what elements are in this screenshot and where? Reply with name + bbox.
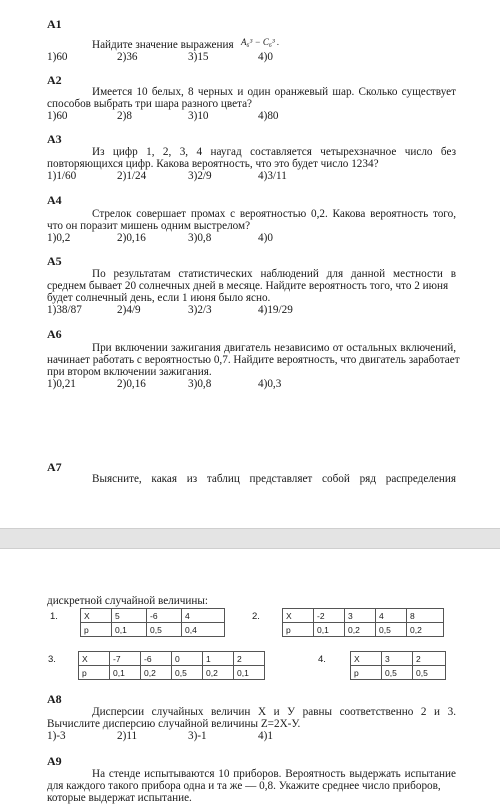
table-cell: 0,1 bbox=[112, 623, 147, 637]
option-4: 4)3/11 bbox=[258, 170, 287, 182]
table-cell: 0,5 bbox=[172, 666, 203, 680]
table-number: 4. bbox=[318, 654, 326, 665]
option-2: 2)0,16 bbox=[117, 232, 146, 244]
option-4: 4)1 bbox=[258, 730, 273, 742]
question-text-a9-line1: На стенде испытываются 10 приборов. Вероятность выдержать испытание bbox=[92, 768, 456, 780]
option-4: 4)0,3 bbox=[258, 378, 282, 390]
table-cell: 0,5 bbox=[413, 666, 446, 680]
question-text-a2-line2: способов выбрать три шара разного цвета? bbox=[47, 98, 253, 110]
distribution-table-3 bbox=[78, 651, 265, 680]
option-1: 1)1/60 bbox=[47, 170, 77, 182]
table-cell: 0,2 bbox=[407, 623, 444, 637]
table-cell: 0,5 bbox=[382, 666, 413, 680]
table-row-x bbox=[81, 609, 225, 623]
table-cell: 2 bbox=[413, 652, 446, 666]
question-text-a6-line1: При включении зажигания двигатель независимо от остальных включений, bbox=[92, 342, 456, 354]
option-2: 2)1/24 bbox=[117, 170, 147, 182]
table-cell: 0 bbox=[172, 652, 203, 666]
page-2 bbox=[0, 549, 500, 806]
option-1: 1)38/87 bbox=[47, 304, 82, 316]
option-4: 4)19/29 bbox=[258, 304, 293, 316]
option-4: 4)80 bbox=[258, 110, 279, 122]
table-number: 3. bbox=[48, 654, 56, 665]
distribution-table-4 bbox=[350, 651, 446, 680]
table-row-p bbox=[283, 623, 444, 637]
table-cell: 0,2 bbox=[141, 666, 172, 680]
table-cell: p bbox=[351, 666, 382, 680]
question-label-a9: A9 bbox=[47, 754, 62, 768]
table-number: 2. bbox=[252, 611, 260, 622]
option-2: 2)11 bbox=[117, 730, 138, 742]
option-2: 2)36 bbox=[117, 51, 138, 63]
table-cell: 0,1 bbox=[314, 623, 345, 637]
table-cell: 2 bbox=[234, 652, 265, 666]
question-label-a4: A4 bbox=[47, 193, 62, 207]
table-row-p bbox=[351, 666, 446, 680]
question-text-a9-line2: для каждого такого прибора одна и та же — 0,8. Укажите среднее число приборов, bbox=[47, 780, 441, 792]
option-4: 4)0 bbox=[258, 51, 273, 63]
table-cell: 0,2 bbox=[345, 623, 376, 637]
question-text-a1: Найдите значение выражения bbox=[92, 39, 234, 51]
question-label-a7: A7 bbox=[47, 460, 62, 474]
question-text-a4-line2: что он поразит мишень одним выстрелом? bbox=[47, 220, 251, 232]
table-row-p bbox=[79, 666, 265, 680]
table-cell: 0,1 bbox=[110, 666, 141, 680]
option-4: 4)0 bbox=[258, 232, 273, 244]
table-row-p bbox=[81, 623, 225, 637]
option-1: 1)0,21 bbox=[47, 378, 76, 390]
option-3: 3)2/3 bbox=[188, 304, 212, 316]
question-text-a5-line1: По результатам статистических наблюдений для данной местности в bbox=[92, 268, 456, 280]
option-2: 2)4/9 bbox=[117, 304, 141, 316]
table-cell: 0,5 bbox=[376, 623, 407, 637]
question-label-a5: A5 bbox=[47, 254, 62, 268]
question-text-a7-line1: Выясните, какая из таблиц представляет собой ряд распределения bbox=[92, 473, 456, 485]
distribution-table-2 bbox=[282, 608, 444, 637]
question-text-a2-line1: Имеется 10 белых, 8 черных и один оранжевый шар. Сколько существует bbox=[92, 86, 456, 98]
question-text-a5-line3: будет солнечный день, если 1 июня было ясно. bbox=[47, 292, 271, 304]
table-row-x bbox=[283, 609, 444, 623]
question-text-a8-line2: Вычислите дисперсию случайной величины Z=2X-У. bbox=[47, 718, 301, 730]
table-cell: X bbox=[351, 652, 382, 666]
question-label-a1: A1 bbox=[47, 17, 62, 31]
table-cell: p bbox=[79, 666, 110, 680]
table-cell: X bbox=[79, 652, 110, 666]
table-cell: 3 bbox=[382, 652, 413, 666]
page-break bbox=[0, 528, 500, 549]
question-text-a3-line2: повторяющихся цифр. Какова вероятность, что это будет число 1234? bbox=[47, 158, 379, 170]
table-cell: 0,5 bbox=[147, 623, 182, 637]
question-text-a4-line1: Стрелок совершает промах с вероятностью 0,2. Какова вероятность того, bbox=[92, 208, 456, 220]
table-cell: p bbox=[283, 623, 314, 637]
question-text-a3-line1: Из цифр 1, 2, 3, 4 наугад составляется четырехзначное число без bbox=[92, 146, 456, 158]
question-label-a8: A8 bbox=[47, 692, 62, 706]
option-1: 1)60 bbox=[47, 51, 68, 63]
table-cell: 3 bbox=[345, 609, 376, 623]
option-2: 2)8 bbox=[117, 110, 132, 122]
question-text-a6-line2: начинает работать с вероятностью 0,7. Найдите вероятность, что двигатель заработает bbox=[47, 354, 460, 366]
question-label-a2: A2 bbox=[47, 73, 62, 87]
question-text-a9-line3: которые выдержат испытание. bbox=[47, 792, 192, 804]
option-3: 3)2/9 bbox=[188, 170, 212, 182]
option-1: 1)-3 bbox=[47, 730, 66, 742]
question-text-a6-line3: при втором включении зажигания. bbox=[47, 366, 212, 378]
table-number: 1. bbox=[50, 611, 58, 622]
formula-a1: A₆³ − C₆³ . bbox=[241, 37, 280, 47]
table-cell: -6 bbox=[147, 609, 182, 623]
table-row-x bbox=[79, 652, 265, 666]
table-cell: X bbox=[283, 609, 314, 623]
question-label-a6: A6 bbox=[47, 327, 62, 341]
table-cell: 4 bbox=[376, 609, 407, 623]
option-1: 1)0,2 bbox=[47, 232, 71, 244]
table-cell: -7 bbox=[110, 652, 141, 666]
table-cell: 0,4 bbox=[182, 623, 225, 637]
table-cell: 0,1 bbox=[234, 666, 265, 680]
option-3: 3)0,8 bbox=[188, 232, 212, 244]
question-text-a7-line2: дискретной случайной величины: bbox=[47, 595, 208, 607]
distribution-table-1 bbox=[80, 608, 225, 637]
table-cell: p bbox=[81, 623, 112, 637]
option-3: 3)10 bbox=[188, 110, 209, 122]
table-cell: 4 bbox=[182, 609, 225, 623]
table-cell: 8 bbox=[407, 609, 444, 623]
question-text-a5-line2: среднем бывает 20 солнечных дней в месяце. Найдите вероятность того, что 2 июня bbox=[47, 280, 449, 292]
option-3: 3)15 bbox=[188, 51, 209, 63]
table-cell: X bbox=[81, 609, 112, 623]
table-cell: -2 bbox=[314, 609, 345, 623]
table-cell: -6 bbox=[141, 652, 172, 666]
table-row-x bbox=[351, 652, 446, 666]
question-label-a3: A3 bbox=[47, 132, 62, 146]
option-3: 3)0,8 bbox=[188, 378, 212, 390]
table-cell: 0,2 bbox=[203, 666, 234, 680]
option-1: 1)60 bbox=[47, 110, 68, 122]
table-cell: 5 bbox=[112, 609, 147, 623]
option-2: 2)0,16 bbox=[117, 378, 146, 390]
table-cell: 1 bbox=[203, 652, 234, 666]
question-text-a8-line1: Дисперсии случайных величин X и У равны соответственно 2 и 3. bbox=[92, 706, 456, 718]
option-3: 3)-1 bbox=[188, 730, 207, 742]
